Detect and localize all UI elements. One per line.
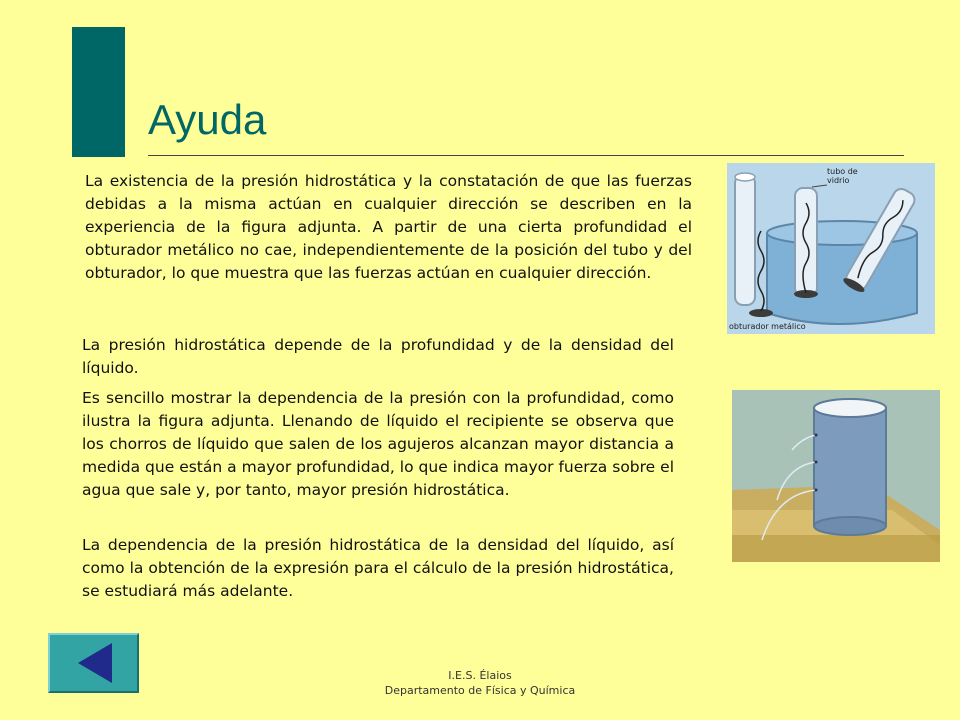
tubes-experiment-drawing: [727, 163, 935, 334]
container-jets-illustration: [732, 390, 940, 562]
accent-bar: [72, 27, 125, 157]
page-title: Ayuda: [148, 96, 267, 143]
title-divider: [148, 155, 904, 156]
triangle-left-icon: [50, 635, 137, 691]
tube-label-line-2: vidrio: [827, 176, 850, 185]
tube-label: [827, 167, 858, 185]
footer-department: Departamento de Física y Química: [384, 684, 576, 697]
footer: [300, 668, 660, 698]
paragraph-depth-demo: Es sencillo mostrar la dependencia de la presión con la profundidad, como ilustra la figura adjunta. Llenando de líquido el recipiente se observa que los chorros de líquido que salen de los agujeros alcanzan mayor distancia a medida que están a mayor profundidad, lo que indica mayor fuerza sobre el agua que sale y, por tanto, mayor presión hidrostática.: [82, 389, 674, 499]
back-button[interactable]: [48, 633, 139, 693]
paragraph-pressure-directions: La existencia de la presión hidrostática y la constatación de que las fuerzas debidas a la misma actúan en cualquier dirección se describen en la experiencia de la figura adjunta. A partir de una cierta profundidad el obturador metálico no cae, independientemente de la posición del tubo y del obturador, lo que muestra que las fuerzas actúan en cualquier dirección.: [85, 172, 692, 282]
paragraph-density-later: La dependencia de la presión hidrostática de la densidad del líquido, así como la obtención de la expresión para el cálculo de la presión hidrostática, se estudiará más adelante.: [82, 536, 674, 600]
plug-label: obturador metálico: [729, 322, 806, 331]
footer-school: I.E.S. Élaios: [448, 669, 512, 682]
tubes-experiment-illustration: [727, 163, 935, 334]
container-jets-drawing: [732, 390, 940, 562]
paragraph-depth-density: La presión hidrostática depende de la profundidad y de la densidad del líquido.: [82, 336, 674, 377]
tube-label-line-1: tubo de: [827, 167, 858, 176]
